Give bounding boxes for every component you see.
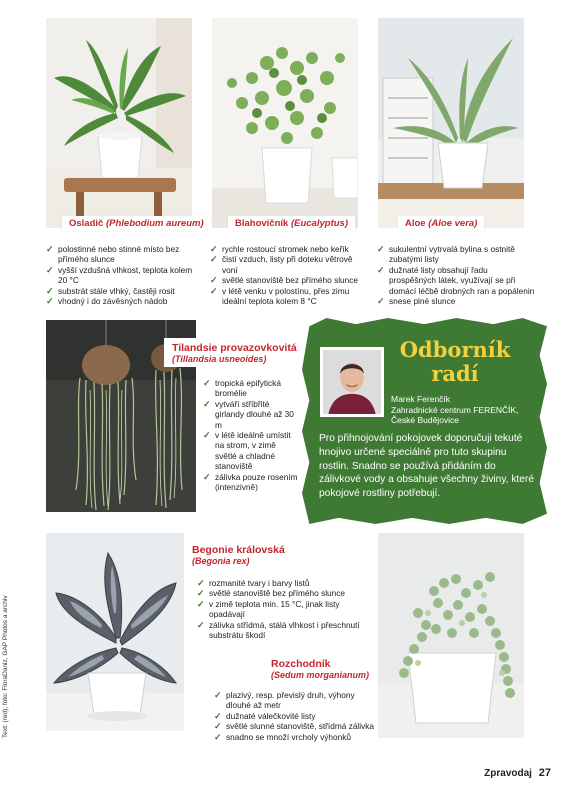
tilandsie-name: Tilandsie provazovkovitá	[172, 342, 297, 354]
page-number: 27	[538, 767, 551, 779]
list-item: ✓ snadno se množí vrcholy výhonků	[214, 732, 376, 742]
rozchodnik-label	[263, 654, 377, 683]
tilandsie-label	[164, 338, 305, 367]
list-item: ✓ čistí vzduch, listy při doteku větrově voní	[210, 254, 368, 275]
list-item: ✓ dužnaté válečkovité listy	[214, 711, 376, 721]
list-item: ✓ světlé slunné stanoviště, střídmá zálivka	[214, 721, 376, 731]
list-item: ✓ polostinné nebo stinné místo bez přímého slunce	[46, 244, 201, 265]
list-item: ✓ rychle rostoucí stromek nebo keřík	[210, 244, 368, 254]
list-item: ✓ substrát stále vlhký, častěji rosit	[46, 286, 201, 296]
expert-heading-line1: Odborník	[399, 337, 511, 362]
begonie-label	[184, 540, 293, 569]
aloe-name: Aloe	[405, 218, 426, 229]
osladic-name: Osladič	[69, 218, 104, 229]
expert-advice: Pro přihnojování pokojovek doporučuji tekuté hnojivo určené speciálně pro tuto skupinu rostlin. Snadno se používá přidáním do zálivkové vody a obsahuje všechny živiny, které pokojové rostliny potřebují.	[319, 433, 534, 500]
list-item: ✓ zálivka střídmá, stálá vlhkost i přeschnutí substrátu škodí	[197, 620, 372, 641]
magazine-name: Zpravodaj	[484, 768, 532, 779]
expert-credentials	[391, 394, 531, 426]
list-item: ✓ v létě venku v polostínu, přes zimu ideální teplota kolem 8 °C	[210, 286, 368, 307]
aloe-label	[398, 216, 484, 231]
osladic-photo	[46, 18, 192, 228]
blahovicnik-name: Blahovičník	[235, 218, 289, 229]
osladic-features	[46, 244, 201, 306]
osladic-label	[62, 216, 211, 231]
page-footer	[484, 767, 551, 779]
blahovicnik-photo	[212, 18, 358, 228]
aloe-photo	[378, 18, 524, 228]
list-item: ✓ snese plné slunce	[377, 296, 537, 306]
expert-org-line1: Zahradnické centrum FERENČÍK,	[391, 404, 519, 415]
list-item: ✓ plazivý, resp. převislý druh, výhony dlouhé až metr	[214, 690, 376, 711]
expert-heading	[390, 338, 520, 386]
list-item: ✓ v zimě teplota min. 15 °C, jinak listy opadávají	[197, 599, 372, 620]
list-item: ✓ rozmanité tvary i barvy listů	[197, 578, 372, 588]
begonie-photo	[46, 533, 184, 731]
begonie-latin: (Begonia rex)	[192, 556, 250, 567]
blahovicnik-features	[210, 244, 368, 306]
aloe-latin: (Aloe vera)	[428, 218, 478, 229]
list-item: ✓ světlé stanoviště bez přímého slunce	[210, 275, 368, 285]
list-item: ✓ tropická epifytická bromélie	[203, 378, 299, 399]
list-item: ✓ světlé stanoviště bez přímého slunce	[197, 588, 372, 598]
aloe-features	[377, 244, 537, 306]
expert-heading-line2: radí	[431, 361, 479, 386]
list-item: ✓ sukulentní vytrvalá bylina s ostnitě zubatými listy	[377, 244, 537, 265]
list-item: ✓ v létě ideálně umístit na strom, v zimě světlé a chladné stanoviště	[203, 430, 299, 472]
rozchodnik-latin: (Sedum morganianum)	[271, 670, 370, 681]
expert-org-line2: České Budějovice	[391, 415, 460, 425]
rozchodnik-features	[214, 690, 376, 742]
blahovicnik-latin: (Eucalyptus)	[290, 218, 348, 229]
expert-portrait	[320, 347, 384, 417]
photo-credit: Text: (red); foto: FloraDaniz, GAP Photos a archiv	[2, 595, 9, 738]
expert-name: Marek Ferenčík	[391, 394, 451, 404]
list-item: ✓ dužnaté listy obsahují řadu prospěšných látek, využívají se při domácí léčbě drobných ran a popálenin	[377, 265, 537, 296]
list-item: ✓ vyšší vzdušná vlhkost, teplota kolem 20 °C	[46, 265, 201, 286]
begonie-name: Begonie královská	[192, 544, 285, 556]
tilandsie-features	[203, 378, 299, 492]
list-item: ✓ vytváří stříbřité girlandy dlouhé až 30 m	[203, 399, 299, 430]
list-item: ✓ zálivka pouze rosením (intenzivně)	[203, 472, 299, 493]
list-item: ✓ vhodný i do závěsných nádob	[46, 296, 201, 306]
rozchodnik-name: Rozchodník	[271, 658, 331, 670]
tilandsie-latin: (Tillandsia usneoides)	[172, 354, 267, 365]
blahovicnik-label	[228, 216, 355, 231]
osladic-latin: (Phlebodium aureum)	[105, 218, 204, 229]
rozchodnik-photo	[378, 533, 524, 738]
begonie-features	[197, 578, 372, 640]
